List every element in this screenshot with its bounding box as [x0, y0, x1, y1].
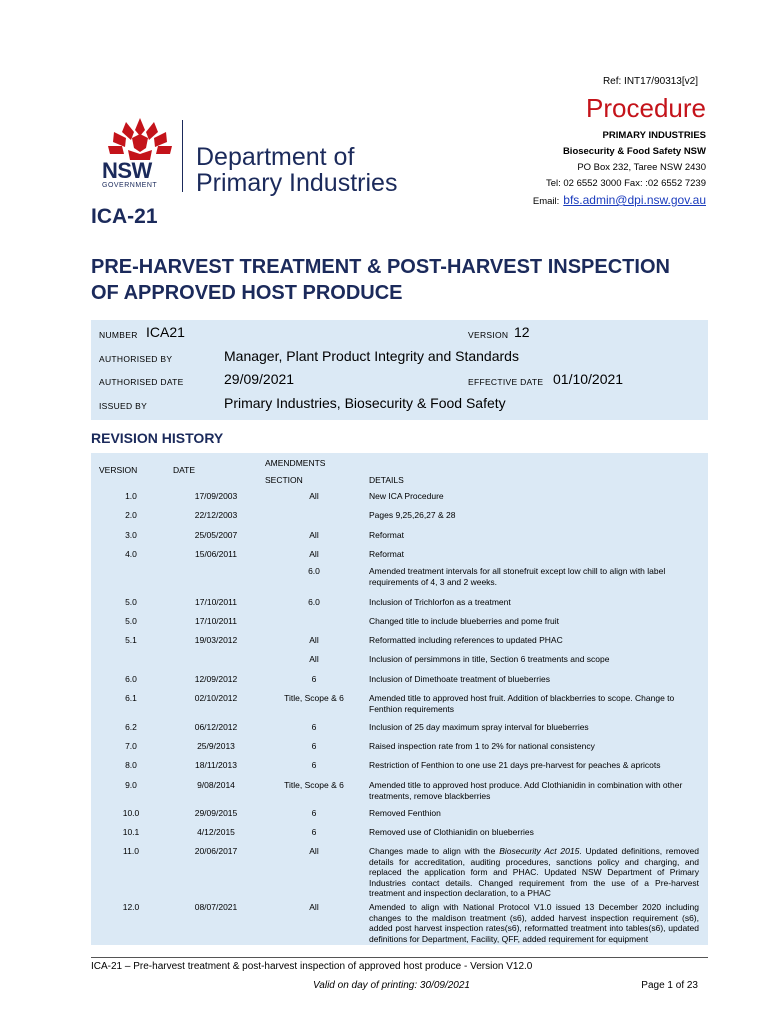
row-version: 6.0 — [125, 674, 137, 684]
row-section: 6 — [311, 808, 317, 818]
row-date: 18/11/2013 — [195, 760, 237, 770]
row-date: 08/07/2021 — [194, 902, 238, 912]
row-version: 12.0 — [122, 902, 140, 912]
contact-address: PO Box 232, Taree NSW 2430 — [577, 162, 706, 173]
row-details: Inclusion of Trichlorfon as a treatment — [369, 597, 511, 607]
metadata-block — [91, 320, 708, 420]
contact-phone: Tel: 02 6552 3000 Fax: :02 6552 7239 — [545, 178, 706, 189]
row-details: Inclusion of 25 day maximum spray interval for blueberries — [369, 722, 589, 732]
row-date: 25/05/2007 — [194, 530, 238, 540]
row-details: New ICA Procedure — [369, 491, 444, 501]
row-section: All — [309, 635, 319, 645]
email-label: Email: — [532, 196, 560, 207]
row-details: Reformat — [369, 530, 404, 540]
number-value: ICA21 — [146, 324, 185, 340]
authorised-by-label: AUTHORISED BY — [99, 354, 173, 364]
row-date: 22/12/2003 — [194, 510, 238, 520]
row-date: 17/09/2003 — [194, 491, 238, 501]
version-label: VERSION — [468, 330, 509, 340]
issued-by-label: ISSUED BY — [99, 401, 148, 411]
row-version: 10.1 — [122, 827, 140, 837]
row-section: 6 — [311, 674, 317, 684]
row-section: Title, Scope & 6 — [284, 780, 344, 790]
row-details: Inclusion of persimmons in title, Section 6 treatments and scope — [369, 654, 610, 664]
row-details: Inclusion of Dimethoate treatment of blueberries — [369, 674, 550, 684]
page-number: Page 1 of 23 — [641, 980, 698, 991]
row-section: 6 — [311, 722, 317, 732]
footer-valid-date: Valid on day of printing: 30/09/2021 — [313, 980, 470, 991]
government-wordmark: GOVERNMENT — [102, 182, 158, 189]
effective-date-label: EFFECTIVE DATE — [468, 377, 544, 387]
row-version: 6.1 — [125, 693, 137, 703]
logo-divider — [182, 120, 183, 192]
row-details: Restriction of Fenthion to one use 21 days pre-harvest for peaches & apricots — [369, 760, 661, 770]
row-version: 8.0 — [125, 760, 137, 770]
row-version: 11.0 — [123, 846, 139, 856]
contact-division: Biosecurity & Food Safety NSW — [562, 146, 706, 157]
header-amendments: AMENDMENTS — [265, 458, 326, 468]
row-section: All — [309, 549, 319, 559]
row-details: Amended to align with National Protocol V1.0 issued 13 December 2020 including changes to the maldison treatment (s6), added harvest inspection requirement (s6), added post harvest inspection rates(s6), reformatted treatment into tables(s6), updated definitions for Department, Facility, QFF, added requirement for equipment — [369, 902, 699, 944]
row-section: 6 — [311, 741, 317, 751]
row-version: 5.0 — [125, 597, 137, 607]
number-label: NUMBER — [99, 330, 138, 340]
email-link[interactable]: bfs.admin@dpi.nsw.gov.au — [563, 193, 706, 207]
row-version: 7.0 — [125, 741, 137, 751]
revision-history-table — [91, 453, 708, 945]
row-date: 17/10/2011 — [195, 597, 237, 607]
authorised-date-label: AUTHORISED DATE — [99, 377, 184, 387]
row-details: Pages 9,25,26,27 & 28 — [369, 510, 456, 520]
row-date: 4/12/2015 — [197, 827, 235, 837]
row-details: Reformatted including references to updated PHAC — [369, 635, 563, 645]
header-version: VERSION — [99, 465, 138, 475]
row-details: Reformat — [369, 549, 404, 559]
version-value: 12 — [514, 324, 530, 340]
row-date: 02/10/2012 — [194, 693, 238, 703]
header-details: DETAILS — [369, 475, 404, 485]
row-version: 5.1 — [125, 635, 137, 645]
row-section: All — [309, 491, 319, 501]
row-section: 6.0 — [308, 597, 320, 607]
document-reference: Ref: INT17/90313[v2] — [602, 76, 698, 87]
department-line-2: Primary Industries — [196, 169, 398, 197]
nsw-wordmark: NSW — [102, 158, 152, 183]
row-section: Title, Scope & 6 — [284, 693, 344, 703]
row-date: 20/06/2017 — [194, 846, 238, 856]
row-version: 4.0 — [125, 549, 137, 559]
nsw-dpi-logo — [96, 116, 446, 196]
department-name — [196, 144, 397, 196]
row-details: Amended title to approved host fruit. Addition of blackberries to scope. Change to Fenthion requirements — [369, 693, 675, 714]
row-date: 19/03/2012 — [194, 635, 238, 645]
issued-by-value: Primary Industries, Biosecurity & Food Safety — [224, 395, 506, 411]
row-date: 12/09/2012 — [194, 674, 238, 684]
row-version: 10.0 — [122, 808, 140, 818]
row-section: 6.0 — [308, 566, 320, 576]
row-date: 17/10/2011 — [195, 616, 237, 626]
row-version: 9.0 — [125, 780, 137, 790]
document-title: PRE-HARVEST TREATMENT & POST-HARVEST INSPECTION OF APPROVED HOST PRODUCE — [91, 256, 670, 304]
effective-date-value: 01/10/2021 — [553, 371, 624, 387]
procedure-title: Procedure — [586, 93, 706, 123]
row-details: Amended title to approved host produce. Add Clothianidin in combination with other treatments, remove blackberries — [369, 780, 683, 801]
header-section: SECTION — [265, 475, 303, 485]
row-details: Changes made to align with the Biosecurity Act 2015. Updated definitions, removed details for accreditation, auditing procedures, sanctions policy and charging, and replaced the application form and PHAC. Updated NSW Department of Primary Industries contact details. Changed requirement from the use of a Pre-harvest treatment and inspection declaration, to a PHAC — [369, 846, 700, 898]
authorised-by-value: Manager, Plant Product Integrity and Standards — [224, 348, 519, 364]
row-date: 06/12/2012 — [194, 722, 238, 732]
row-version: 6.2 — [125, 722, 137, 732]
row-section: All — [309, 530, 319, 540]
row-details: Removed use of Clothianidin on blueberries — [369, 827, 534, 837]
contact-org: PRIMARY INDUSTRIES — [602, 130, 706, 141]
row-date: 25/9/2013 — [197, 741, 235, 751]
footer-title: ICA-21 – Pre-harvest treatment & post-harvest inspection of approved host produce - Version V12.0 — [91, 961, 533, 972]
row-section: 6 — [311, 827, 317, 837]
revision-history-heading: REVISION HISTORY — [91, 430, 224, 446]
header-date: DATE — [173, 465, 196, 475]
row-section: All — [309, 846, 319, 856]
row-details: Raised inspection rate from 1 to 2% for national consistency — [369, 741, 595, 751]
row-version: 1.0 — [125, 491, 137, 501]
authorised-date-value: 29/09/2021 — [224, 371, 295, 387]
document-id: ICA-21 — [91, 205, 158, 228]
row-date: 15/06/2011 — [195, 549, 237, 559]
row-section: 6 — [311, 760, 317, 770]
row-version: 5.0 — [125, 616, 137, 626]
row-version: 2.0 — [125, 510, 137, 520]
row-version: 3.0 — [125, 530, 137, 540]
row-details: Amended treatment intervals for all stonefruit except low chill to align with label requirements of 4, 3 and 2 weeks. — [369, 566, 666, 587]
row-date: 29/09/2015 — [194, 808, 238, 818]
row-date: 9/08/2014 — [197, 780, 235, 790]
row-section: All — [309, 654, 319, 664]
row-details: Changed title to include blueberries and pome fruit — [369, 616, 559, 626]
footer-rule — [91, 957, 708, 958]
row-section: All — [309, 902, 319, 912]
waratah-icon — [100, 116, 180, 162]
contact-block — [533, 128, 706, 210]
department-line-1: Department of — [196, 143, 355, 171]
row-details: Removed Fenthion — [369, 808, 441, 818]
